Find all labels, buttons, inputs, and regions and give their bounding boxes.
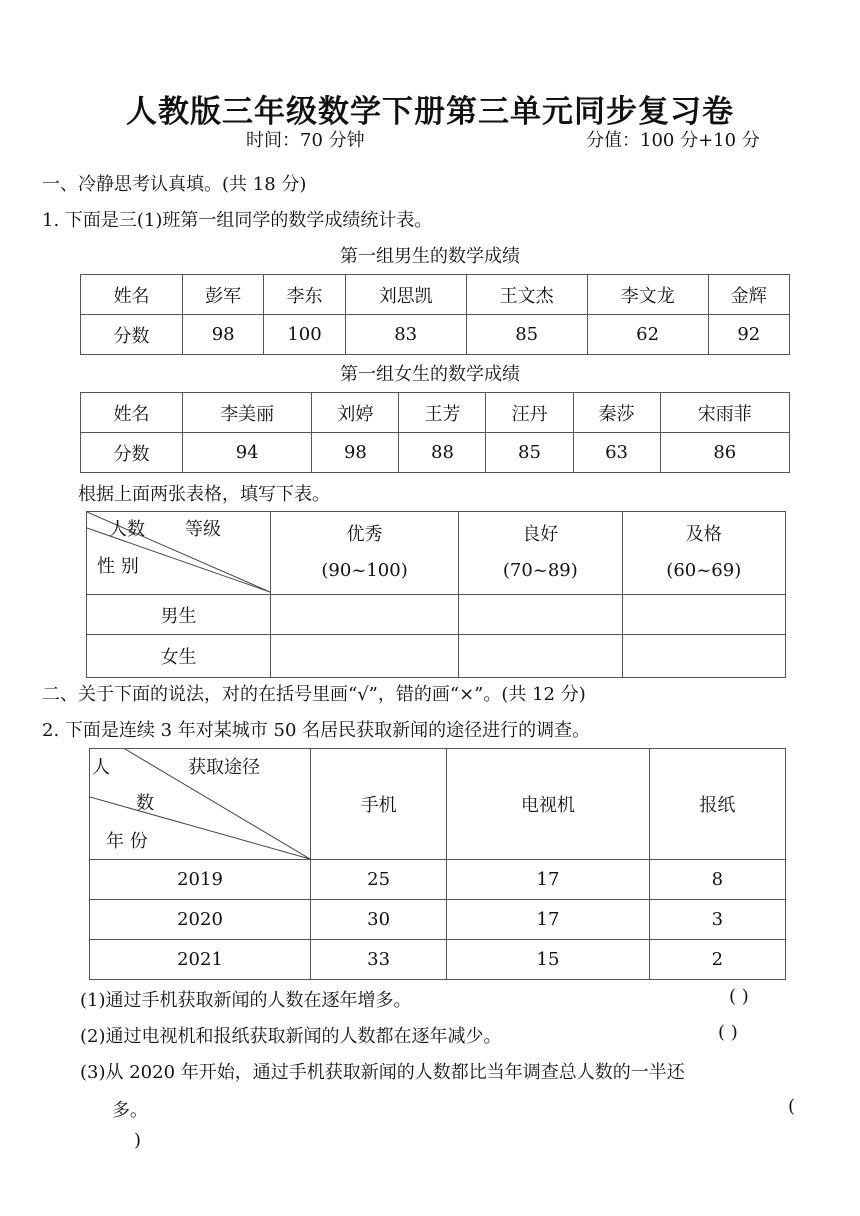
- value-cell: 8: [649, 860, 785, 900]
- section2-heading: 二、关于下面的说法，对的在括号里画“√”，错的画“×”。(共 12 分): [42, 684, 586, 705]
- news-survey-table: [89, 748, 786, 980]
- corner-label-count: 人数: [109, 519, 145, 540]
- value-cell: 17: [447, 900, 650, 940]
- statement-2: (2)通过电视机和报纸获取新闻的人数都在逐年减少。: [80, 1026, 502, 1047]
- column-header-phone: 手机: [311, 749, 447, 860]
- answer-paren-2[interactable]: ( ): [718, 1022, 738, 1043]
- girl-score: 86: [660, 433, 789, 473]
- girl-name: 刘婷: [312, 393, 399, 433]
- statement-3: (3)从 2020 年开始，通过手机获取新闻的人数都比当年调查总人数的一半还: [80, 1062, 685, 1083]
- value-cell: 33: [311, 940, 447, 980]
- name-header: 姓名: [81, 275, 183, 315]
- diagonal-header-cell: [90, 749, 311, 860]
- boy-name: 李文龙: [587, 275, 708, 315]
- answer-cell[interactable]: [459, 595, 622, 635]
- boy-score: 98: [183, 315, 264, 355]
- boy-name: 王文杰: [466, 275, 587, 315]
- grade-header-good: [459, 512, 622, 595]
- boy-score: 100: [264, 315, 345, 355]
- grade-range: (70~89): [502, 560, 578, 581]
- answer-cell[interactable]: [271, 595, 459, 635]
- row-label-girls: 女生: [87, 635, 271, 678]
- answer-cell[interactable]: [459, 635, 622, 678]
- score-header: 分数: [81, 433, 183, 473]
- name-header: 姓名: [81, 393, 183, 433]
- question-2: 2. 下面是连续 3 年对某城市 50 名居民获取新闻的途径进行的调查。: [42, 720, 591, 741]
- girls-table-caption: 第一组女生的数学成绩: [340, 364, 520, 385]
- answer-paren-1[interactable]: ( ): [729, 986, 749, 1007]
- corner-label-grade: 等级: [185, 519, 221, 540]
- value-cell: 2: [649, 940, 785, 980]
- year-cell: 2019: [90, 860, 311, 900]
- statement-1: (1)通过手机获取新闻的人数在逐年增多。: [80, 990, 412, 1011]
- girl-score: 88: [399, 433, 486, 473]
- column-header-newspaper: 报纸: [649, 749, 785, 860]
- column-header-tv: 电视机: [447, 749, 650, 860]
- grade-name: 优秀: [346, 524, 383, 545]
- grade-header-pass: [622, 512, 785, 595]
- corner-label-channel: 获取途径: [188, 757, 260, 778]
- year-cell: 2020: [90, 900, 311, 940]
- boy-score: 83: [345, 315, 466, 355]
- question-1: 1. 下面是三(1)班第一组同学的数学成绩统计表。: [42, 210, 433, 231]
- boy-score: 92: [708, 315, 789, 355]
- row-label-boys: 男生: [87, 595, 271, 635]
- answer-cell[interactable]: [271, 635, 459, 678]
- girl-name: 汪丹: [486, 393, 573, 433]
- statement-3-continued: 多。: [112, 1100, 148, 1121]
- answer-paren-3-open[interactable]: (: [788, 1096, 796, 1117]
- boy-name: 李东: [264, 275, 345, 315]
- page-title: 人教版三年级数学下册第三单元同步复习卷: [126, 94, 734, 130]
- time-info: 时间：70 分钟: [246, 130, 365, 151]
- boy-name: 彭军: [183, 275, 264, 315]
- score-info: 分值：100 分+10 分: [586, 130, 760, 151]
- boys-table-caption: 第一组男生的数学成绩: [340, 246, 520, 267]
- score-header: 分数: [81, 315, 183, 355]
- girl-name: 秦莎: [573, 393, 660, 433]
- grade-range: (60~69): [666, 560, 742, 581]
- girl-name: 李美丽: [183, 393, 312, 433]
- girl-name: 宋雨菲: [660, 393, 789, 433]
- value-cell: 25: [311, 860, 447, 900]
- grade-header-excellent: [271, 512, 459, 595]
- corner-label-year: 年 份: [106, 831, 148, 852]
- boy-score: 85: [466, 315, 587, 355]
- girl-score: 85: [486, 433, 573, 473]
- grade-fill-table: [86, 511, 786, 678]
- boys-score-table: [80, 274, 790, 355]
- girl-score: 94: [183, 433, 312, 473]
- grade-range: (90~100): [321, 560, 408, 581]
- answer-paren-3-close[interactable]: ): [134, 1130, 142, 1151]
- value-cell: 30: [311, 900, 447, 940]
- corner-label-count: 数: [136, 793, 154, 814]
- answer-cell[interactable]: [622, 635, 785, 678]
- section1-heading: 一、冷静思考认真填。(共 18 分): [42, 174, 307, 195]
- girls-score-table: [80, 392, 790, 473]
- value-cell: 3: [649, 900, 785, 940]
- grade-name: 良好: [522, 524, 559, 545]
- value-cell: 17: [447, 860, 650, 900]
- year-cell: 2021: [90, 940, 311, 980]
- answer-cell[interactable]: [622, 595, 785, 635]
- fill-instruction: 根据上面两张表格，填写下表。: [78, 484, 330, 505]
- girl-score: 98: [312, 433, 399, 473]
- girl-score: 63: [573, 433, 660, 473]
- girl-name: 王芳: [399, 393, 486, 433]
- boy-name: 刘思凯: [345, 275, 466, 315]
- diagonal-header-cell: [87, 512, 271, 595]
- corner-label-gender: 性 别: [97, 556, 139, 577]
- boy-score: 62: [587, 315, 708, 355]
- boy-name: 金辉: [708, 275, 789, 315]
- grade-name: 及格: [685, 524, 722, 545]
- value-cell: 15: [447, 940, 650, 980]
- corner-label-people: 人: [92, 757, 110, 778]
